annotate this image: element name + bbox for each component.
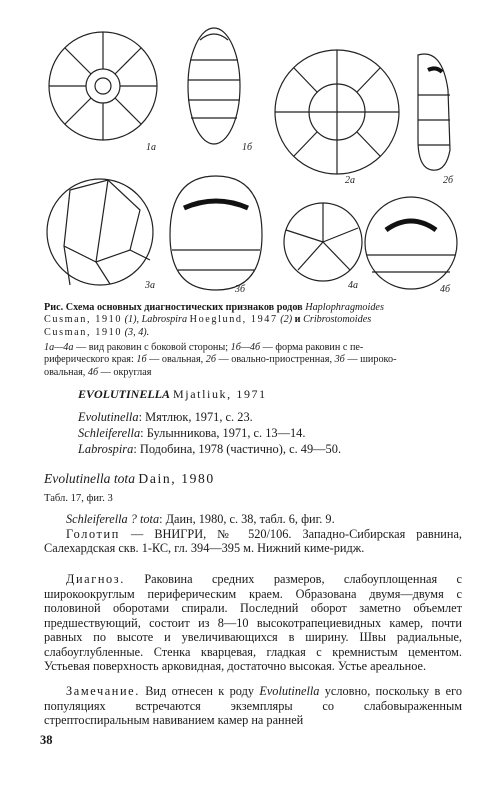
shell-1b-drawing (188, 28, 240, 144)
shell-1a-drawing (49, 32, 157, 140)
remark-paragraph: Замечание. Вид отнесен к роду Evolutinella условно, поскольку в его популяциях встречаются экземпляры со слабовыраженным стрептоспиральным навиванием камер на ранней (44, 684, 462, 727)
shell-3b-drawing (170, 176, 262, 290)
shell-3a-drawing (47, 179, 153, 285)
diagnosis-paragraph: Диагноз. Раковина средних размеров, слабоуплощенная с широкоокруглым периферическим краем. Образована двумя—двумя с половиной оборотами спирали. Последний оборот заметно объемлет предшествующий, состоит из 8—10 высокотрапециевидных камер, почти равных по высоте и увеличивающихся в ширину. Швы радиальные, слабоуглубленные. Стенка кварцевая, гладкая с кремнистым цементом. Устьевая поверхность арковидная, достаточно высокая. Устье ареальное. (44, 572, 462, 673)
figure-diagrams (0, 0, 483, 300)
shell-2b-drawing (418, 54, 450, 170)
shell-4b-drawing (365, 197, 457, 289)
label-4a: 4а (348, 280, 358, 291)
label-4b: 4б (440, 284, 451, 295)
label-3b: 3б (235, 284, 246, 295)
figure-caption: Рис. Схема основных диагностических признаков родов Haplophragmoides Cusman, 1910 (1), Labrospira Hoeglund, 1947 (2) и Cribrostomoides Cusman, 1910 (3, 4). (44, 302, 384, 338)
genus-heading: EVOLUTINELLA Mjatliuk, 1971 (78, 387, 267, 401)
synonymy-line-1: Evolutinella: Мятлюк, 1971, с. 23. (78, 410, 253, 424)
table-reference: Табл. 17, фиг. 3 (44, 493, 113, 504)
label-1b: 1б (242, 142, 253, 153)
shell-4a-drawing (284, 203, 362, 281)
synonymy-line-3: Labrospira: Подобина, 1978 (частично), с. 49—50. (78, 442, 342, 456)
species-synonymy: Schleiferella ? tota: Даин, 1980, с. 38, табл. 6, фиг. 9. Голотип — ВНИГРИ, № 520/106. Западно-Сибирская равнина, Салехардская скв. 1-КС, гл. 394—395 м. Нижний киме-ридж. (44, 512, 462, 555)
figure-legend: 1а—4а — вид раковин с боковой стороны; 1б—4б — форма раковин с пе- риферического края: 1б — овальная, 2б — овально-приостренная, 3б — широко- овальная, 4б — округлая (44, 342, 397, 378)
holotype-paragraph: Голотип — ВНИГРИ, № 520/106. Западно-Сибирская равнина, Салехардская скв. 1-КС, гл. 394—395 м. Нижний киме-ридж. (44, 526, 462, 555)
label-2b: 2б (443, 175, 454, 186)
label-3a: 3а (145, 280, 155, 291)
page-number: 38 (40, 733, 53, 747)
species-heading: Evolutinella tota Dain, 1980 (44, 471, 215, 486)
label-2a: 2а (345, 175, 355, 186)
label-1a: 1а (146, 142, 156, 153)
figure-svg (0, 0, 483, 300)
synonymy-line-2: Schleiferella: Булынникова, 1971, с. 13—14. (78, 426, 306, 440)
shell-2a-drawing (275, 50, 399, 174)
